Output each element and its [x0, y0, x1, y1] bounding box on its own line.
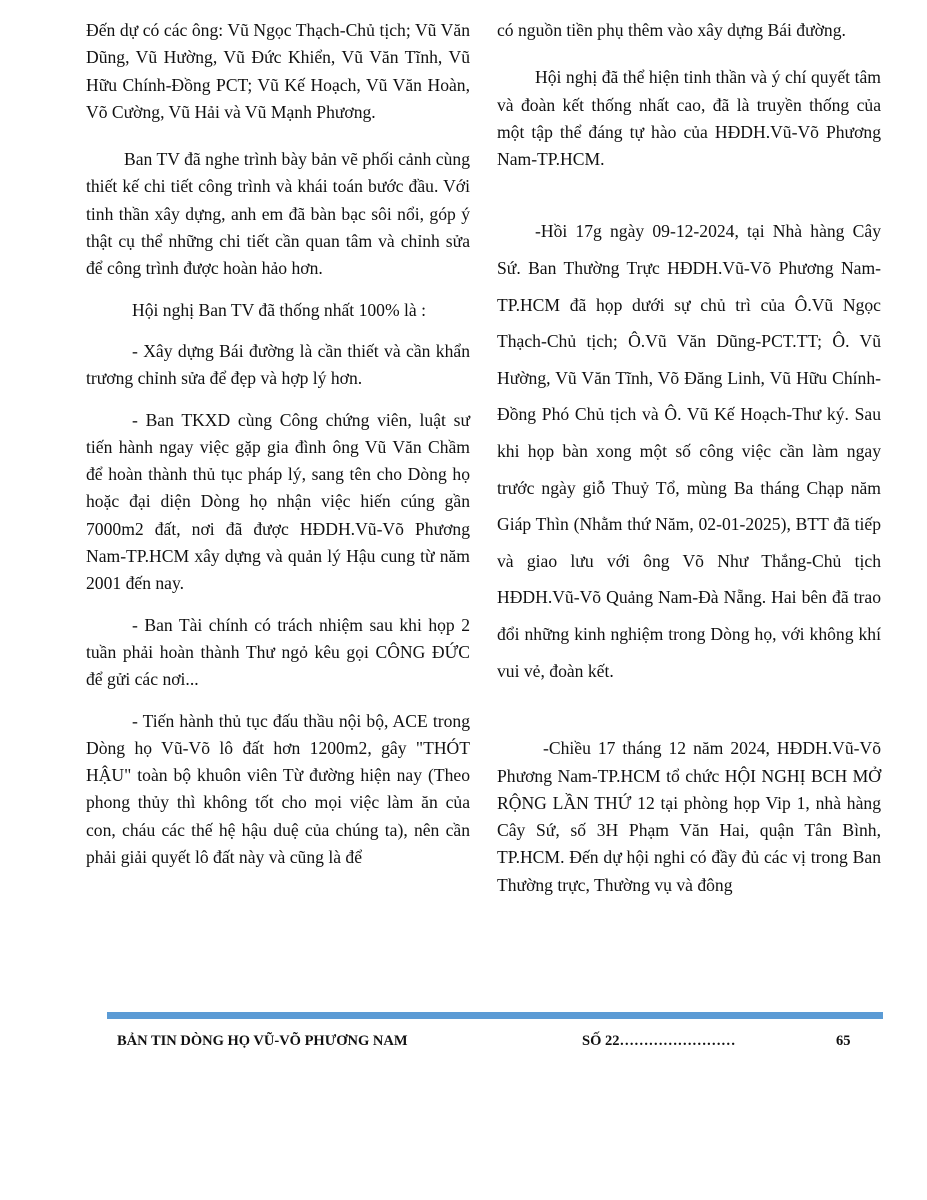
footer-rule [107, 1012, 883, 1019]
standing-committee-meeting-paragraph: -Hồi 17g ngày 09-12-2024, tại Nhà hàng Cây Sứ. Ban Thường Trực HĐDH.Vũ-Võ Phương Nam-TP.HCM đã họp dưới sự chủ trì của Ô.Vũ Ngọc Thạch-Chủ tịch; Ô.Vũ Văn Dũng-PCT.TT; Ô. Vũ Hường, Vũ Văn Tĩnh, Võ Đăng Linh, Vũ Hữu Chính- Đồng Phó Chủ tịch và Ô. Vũ Kế Hoạch-Thư ký. Sau khi họp bàn xong một số công việc cần làm ngay trước ngày giỗ Thuỷ Tổ, mùng Ba tháng Chạp năm Giáp Thìn (Nhằm thứ Năm, 02-01-2025), BTT đã tiếp và giao lưu với ông Võ Như Thắng-Chủ tịch HĐDH.Vũ-Võ Quảng Nam-Đà Nẵng. Hai bên đã trao đổi những kinh nghiệm trong Dòng họ, với không khí vui vẻ, đoàn kết. [497, 221, 881, 681]
footer-publication-title: BẢN TIN DÒNG HỌ VŨ-VÕ PHƯƠNG NAM [117, 1033, 408, 1049]
expanded-conference-paragraph: -Chiều 17 tháng 12 năm 2024, HĐDH.Vũ-Võ Phương Nam-TP.HCM tổ chức HỘI NGHỊ BCH MỞ RỘNG LẦN THỨ 12 tại phòng họp Vip 1, nhà hàng Cây Sứ, số 3H Phạm Văn Hai, quận Tân Bình, TP.HCM. Đến dự hội nghi có đầy đủ các vị trong Ban Thường trực, Thường vụ và đông [497, 738, 881, 895]
resolution-item-2: - Ban TKXD cùng Công chứng viên, luật sư tiến hành ngay việc gặp gia đình ông Vũ Văn Chầm để hoàn thành thủ tục pháp lý, sang tên cho Dòng họ hoặc đại diện Dòng họ nhận việc hiến cúng gần 7000m2 đất, nơi đã được HĐDH.Vũ-Võ Phương Nam-TP.HCM xây dựng và quản lý Hậu cung từ năm 2001 đến nay. [86, 409, 470, 594]
resolution-item-4: - Tiến hành thủ tục đấu thầu nội bộ, ACE trong Dòng họ Vũ-Võ lô đất hơn 1200m2, gây "THÓT HẬU" toàn bộ khuôn viên Từ đường hiện nay (Theo phong thủy thì không tốt cho mọi việc làm ăn của con, cháu các thế hệ hậu duệ của chúng ta), nên cần phải giải quyết lô đất này và cũng là để [86, 710, 470, 868]
resolution-item-3: - Ban Tài chính có trách nhiệm sau khi họp 2 tuần phải hoàn thành Thư ngỏ kêu gọi CÔNG ĐỨC để gửi các nơi... [86, 614, 470, 690]
page-number: 65 [836, 1033, 851, 1049]
resolution-item-1: - Xây dựng Bái đường là cần thiết và cần khẩn trương chỉnh sửa để đẹp và hợp lý hơn. [86, 340, 470, 389]
continuation-paragraph: có nguồn tiền phụ thêm vào xây dựng Bái đường. [497, 20, 846, 40]
attendees-paragraph: Đến dự có các ông: Vũ Ngọc Thạch-Chủ tịch; Vũ Văn Dũng, Vũ Hường, Vũ Đức Khiển, Vũ Văn Tĩnh, Vũ Hữu Chính-Đồng PCT; Vũ Kế Hoạch, Vũ Văn Hoàn, Võ Cường, Vũ Hải và Vũ Mạnh Phương. [86, 20, 470, 122]
discussion-paragraph: Ban TV đã nghe trình bày bản vẽ phối cảnh cùng thiết kế chi tiết công trình và khái toán bước đầu. Với tinh thần xây dựng, anh em đã bàn bạc sôi nổi, góp ý thật cụ thể những chi tiết cần quan tâm và chỉnh sửa để công trình được hoàn hảo hơn. [86, 149, 470, 279]
conference-spirit-paragraph: Hội nghị đã thể hiện tinh thần và ý chí quyết tâm và đoàn kết thống nhất cao, đã là truyền thống của một tập thể đáng tự hào của HĐDH.Vũ-Võ Phương Nam-TP.HCM. [497, 67, 881, 170]
left-column [86, 17, 470, 871]
resolution-intro: Hội nghị Ban TV đã thống nhất 100% là : [132, 299, 427, 320]
footer-issue-number: SỐ 22…………………… [582, 1033, 736, 1049]
right-column [497, 17, 881, 899]
